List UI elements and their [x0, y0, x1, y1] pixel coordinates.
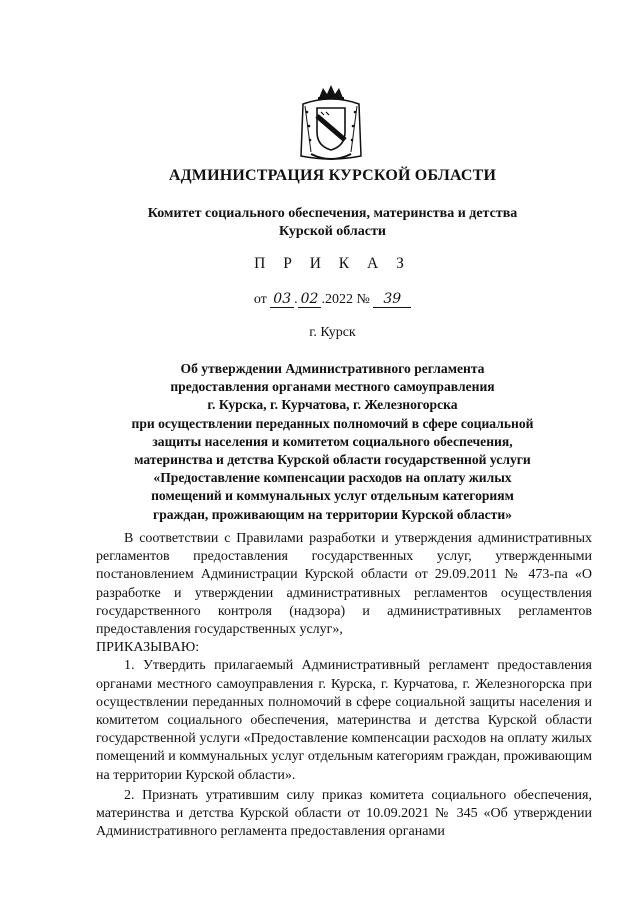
- city: г. Курск: [309, 325, 356, 340]
- date-day: 03: [270, 291, 294, 308]
- order-date-number: от 03 . 02 .2022 № 39: [80, 291, 585, 308]
- date-prefix: от: [253, 292, 267, 307]
- title-line: защиты населения и комитетом социального обеспечения,: [152, 433, 513, 449]
- number-prefix: №: [356, 292, 370, 307]
- title-line: Об утверждении Административного регламента: [180, 361, 485, 376]
- title-line: материнства и детства Курской области государственной услуги: [134, 452, 531, 468]
- order-number: 39: [373, 291, 411, 308]
- preamble-paragraph: В соответствии с Правилами разработки и утверждения административных регламентов предоставления государственных услуг, утвержденными постановлением Администрации Курской области от 29.09.2011 № 473-па «О разработке и утверждении административных регламентов осуществления государственного контроля (надзора) и административных регламентов предоставления государственных услуг»,: [96, 531, 592, 638]
- title-line: граждан, проживающим на территории Курской области»: [153, 506, 512, 522]
- order-body: [96, 530, 592, 841]
- order-title: [80, 360, 585, 524]
- administration-heading: АДМИНИСТРАЦИЯ КУРСКОЙ ОБЛАСТИ: [168, 167, 497, 184]
- coat-of-arms-emblem: [297, 82, 365, 164]
- order-verb: ПРИКАЗЫВАЮ:: [96, 640, 200, 656]
- title-line: «Предоставление компенсации расходов на оплату жилых: [153, 470, 512, 486]
- date-month: 02: [298, 291, 322, 308]
- title-line: при осуществлении переданных полномочий в сфере социальной: [131, 415, 534, 431]
- title-line: помещений и коммунальных услуг отдельным категориям: [151, 488, 514, 504]
- item-1-paragraph: 1. Утвердить прилагаемый Административный регламент предоставления органами местного самоуправления г. Курска, г. Курчатова, г. Железногорска при осуществлении переданных полномочий в сфере социальной защиты населения и комитетом социального обеспечения, материнства и детства Курской области государственной услуги «Предоставление компенсации расходов на оплату жилых помещений и коммунальных услуг отдельным категориям граждан, проживающим на территории Курской области».: [96, 658, 593, 783]
- order-heading: П Р И К А З: [254, 255, 411, 272]
- title-line: предоставления органами местного самоуправления: [170, 379, 495, 395]
- committee-line-2: Курской области: [279, 224, 386, 239]
- item-2-paragraph: 2. Признать утратившим силу приказ комитета социального обеспечения, материнства и детства Курской области от 10.09.2021 № 345 «Об утверждении Административного регламента предоставления органами: [96, 787, 592, 840]
- date-year: .2022: [321, 292, 353, 307]
- committee-heading: [80, 205, 585, 241]
- committee-line-1: Комитет социального обеспечения, материнства и детства: [147, 206, 518, 221]
- title-line: г. Курска, г. Курчатова, г. Железногорска: [207, 397, 458, 413]
